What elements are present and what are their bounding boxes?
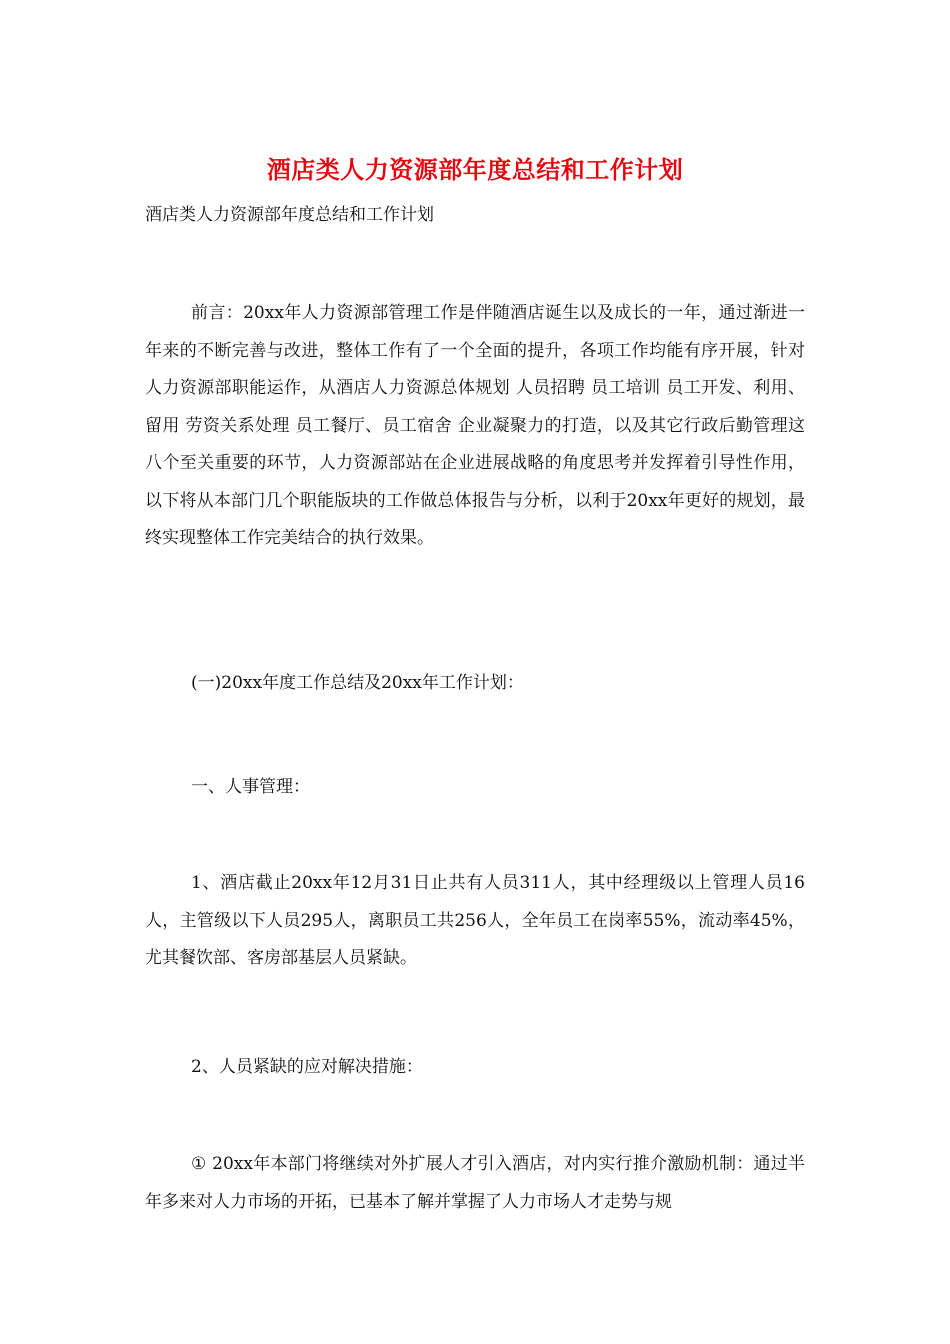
part-heading: 一、人事管理： <box>191 777 310 797</box>
section-heading: (一)20xx年度工作总结及20xx年工作计划： <box>191 673 524 693</box>
preface-paragraph: 前言：20xx年人力资源部管理工作是伴随酒店诞生以及成长的一年，通过渐进一年来的不断完善与改进，整体工作有了一个全面的提升，各项工作均能有序开展，针对人力资源部职能运作，从酒店人力资源总体规划 人员招聘 员工培训 员工开发、利用、留用 劳资关系处理 员工餐厅、员工宿舍 企业凝聚力的打造，以及其它行政后勤管理这八个至关重要的环节，人力资源部站在企业进展战略的角度思考并发挥着引导性作用，以下将从本部门几个职能版块的工作做总体报告与分析，以利于20xx年更好的规划，最终实现整体工作完美结合的执行效果。 <box>145 303 805 548</box>
document-title: 酒店类人力资源部年度总结和工作计划 <box>266 155 684 184</box>
item2-1-paragraph: ① 20xx年本部门将继续对外扩展人才引入酒店，对内实行推介激励机制：通过半年多来对人力市场的开拓，已基本了解并掌握了人力市场人才走势与规 <box>145 1154 805 1212</box>
item1-paragraph: 1、酒店截止20xx年12月31日止共有人员311人，其中经理级以上管理人员16人，主管级以下人员295人，离职员工共256人，全年员工在岗率55%，流动率45%，尤其餐饮部、客房部基层人员紧缺。 <box>145 873 805 968</box>
item2-heading: 2、人员紧缺的应对解决措施： <box>191 1057 423 1077</box>
document-subtitle: 酒店类人力资源部年度总结和工作计划 <box>145 205 434 225</box>
